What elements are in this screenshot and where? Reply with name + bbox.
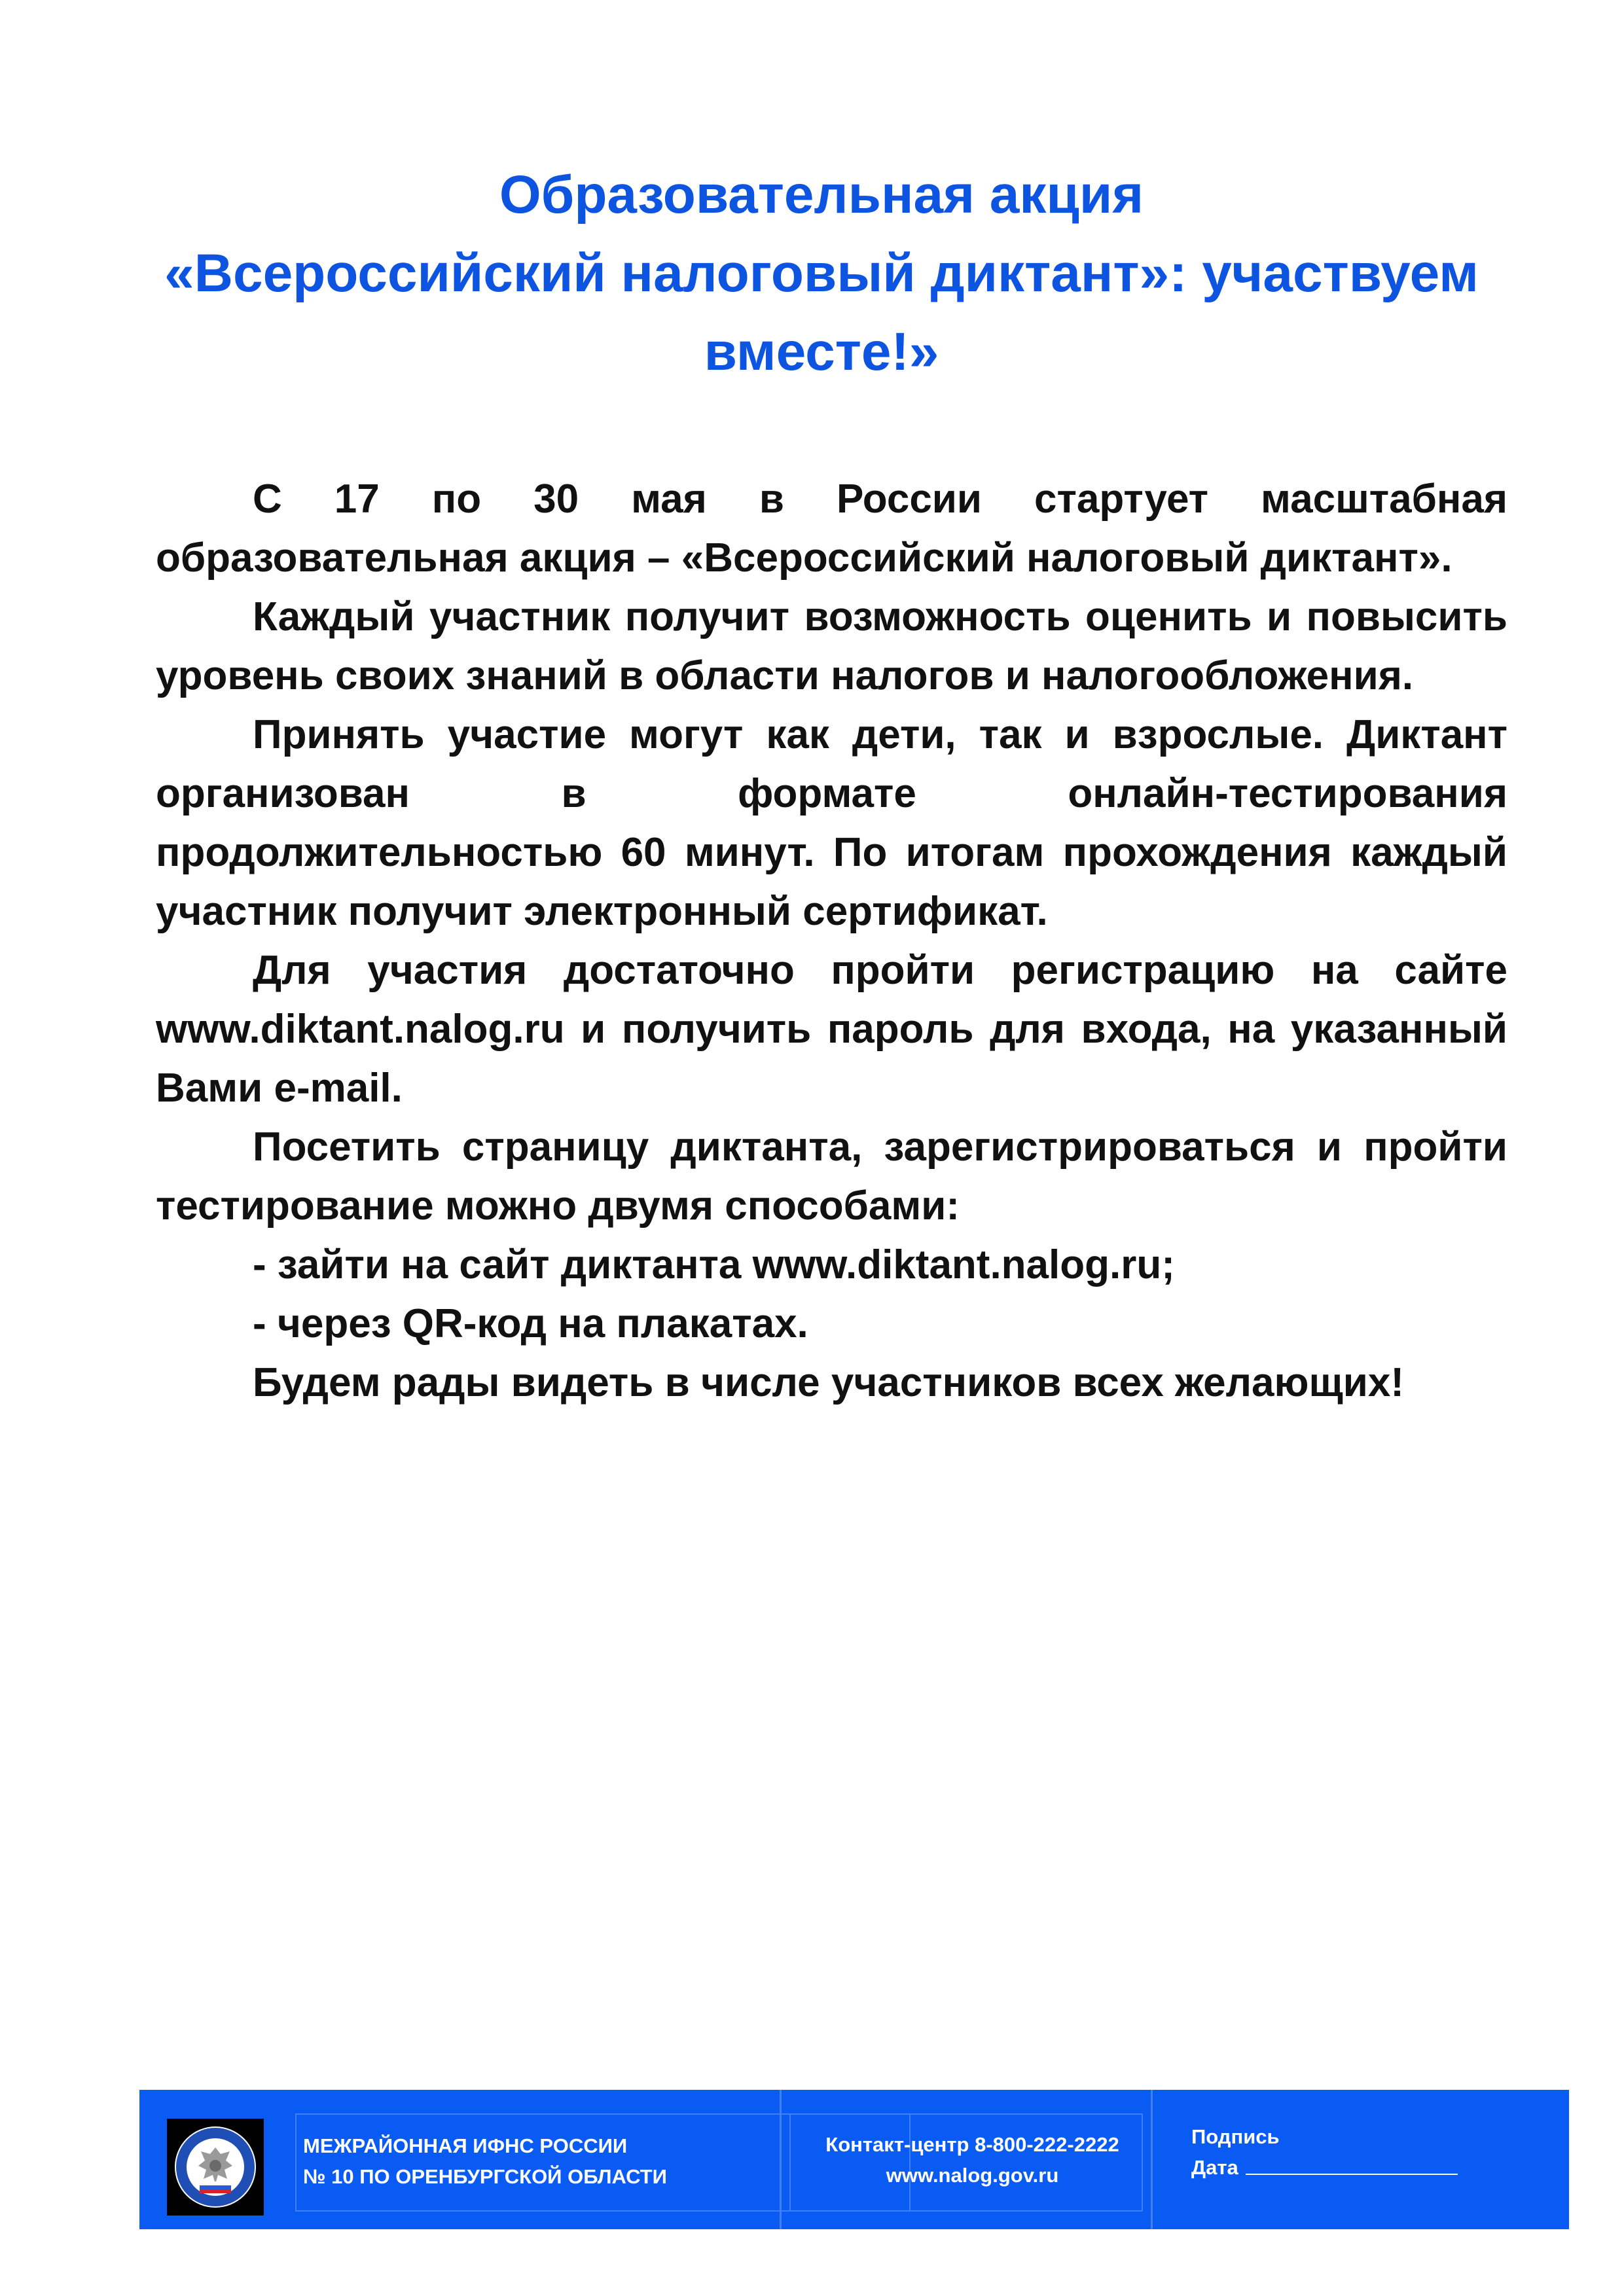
document-body [156, 470, 1507, 1412]
signature-label: Подпись [1191, 2125, 1280, 2148]
paragraph-participants: Каждый участник получит возможность оценить и повысить уровень своих знаний в области налогов и налогообложения. [156, 594, 1507, 698]
organization-name-line-2: № 10 ПО ОРЕНБУРГСКОЙ ОБЛАСТИ [303, 2165, 667, 2188]
paragraph-format: Принять участие могут как дети, так и взрослые. Диктант организован в формате онлайн-тестирования продолжительностью 60 минут. По итогам прохождения каждый участник получит электронный сертификат. [156, 712, 1507, 934]
footer-divider [780, 2090, 782, 2229]
footer-banner [139, 2090, 1569, 2229]
paragraph-ways: Посетить страницу диктанта, зарегистрироваться и пройти тестирование можно двумя способами: [156, 1124, 1507, 1229]
paragraph-registration: Для участия достаточно пройти регистрацию на сайте www.diktant.nalog.ru и получить пароль для входа, на указанный Вами e-mail. [156, 948, 1507, 1111]
organization-name [303, 2130, 667, 2192]
paragraph-intro: С 17 по 30 мая в России стартует масштабная образовательная акция – «Всероссийский налоговый диктант». [156, 476, 1507, 581]
contact-center-phone: Контакт-центр 8-800-222-2222 [825, 2133, 1119, 2156]
contact-website-link[interactable]: www.nalog.gov.ru [886, 2164, 1059, 2187]
date-label: Дата [1191, 2156, 1238, 2179]
title-line-1: Образовательная акция [499, 165, 1144, 224]
paragraph-closing: Будем рады видеть в числе участников всех желающих! [253, 1360, 1405, 1405]
contact-info [794, 2129, 1151, 2191]
title-line-3: вместе!» [704, 322, 939, 382]
organization-name-line-1: МЕЖРАЙОННАЯ ИФНС РОССИИ [303, 2134, 628, 2157]
date-line [1246, 2174, 1458, 2175]
title-line-2: «Всероссийский налоговый диктант»: участвуем [164, 243, 1479, 303]
footer-divider [1151, 2090, 1153, 2229]
list-item-website: - зайти на сайт диктанта www.diktant.nalog.ru; [253, 1242, 1175, 1287]
list-item-qr-code: - через QR-код на плакатах. [253, 1301, 808, 1346]
federal-tax-service-emblem-icon [167, 2119, 264, 2215]
document-title [164, 156, 1479, 391]
